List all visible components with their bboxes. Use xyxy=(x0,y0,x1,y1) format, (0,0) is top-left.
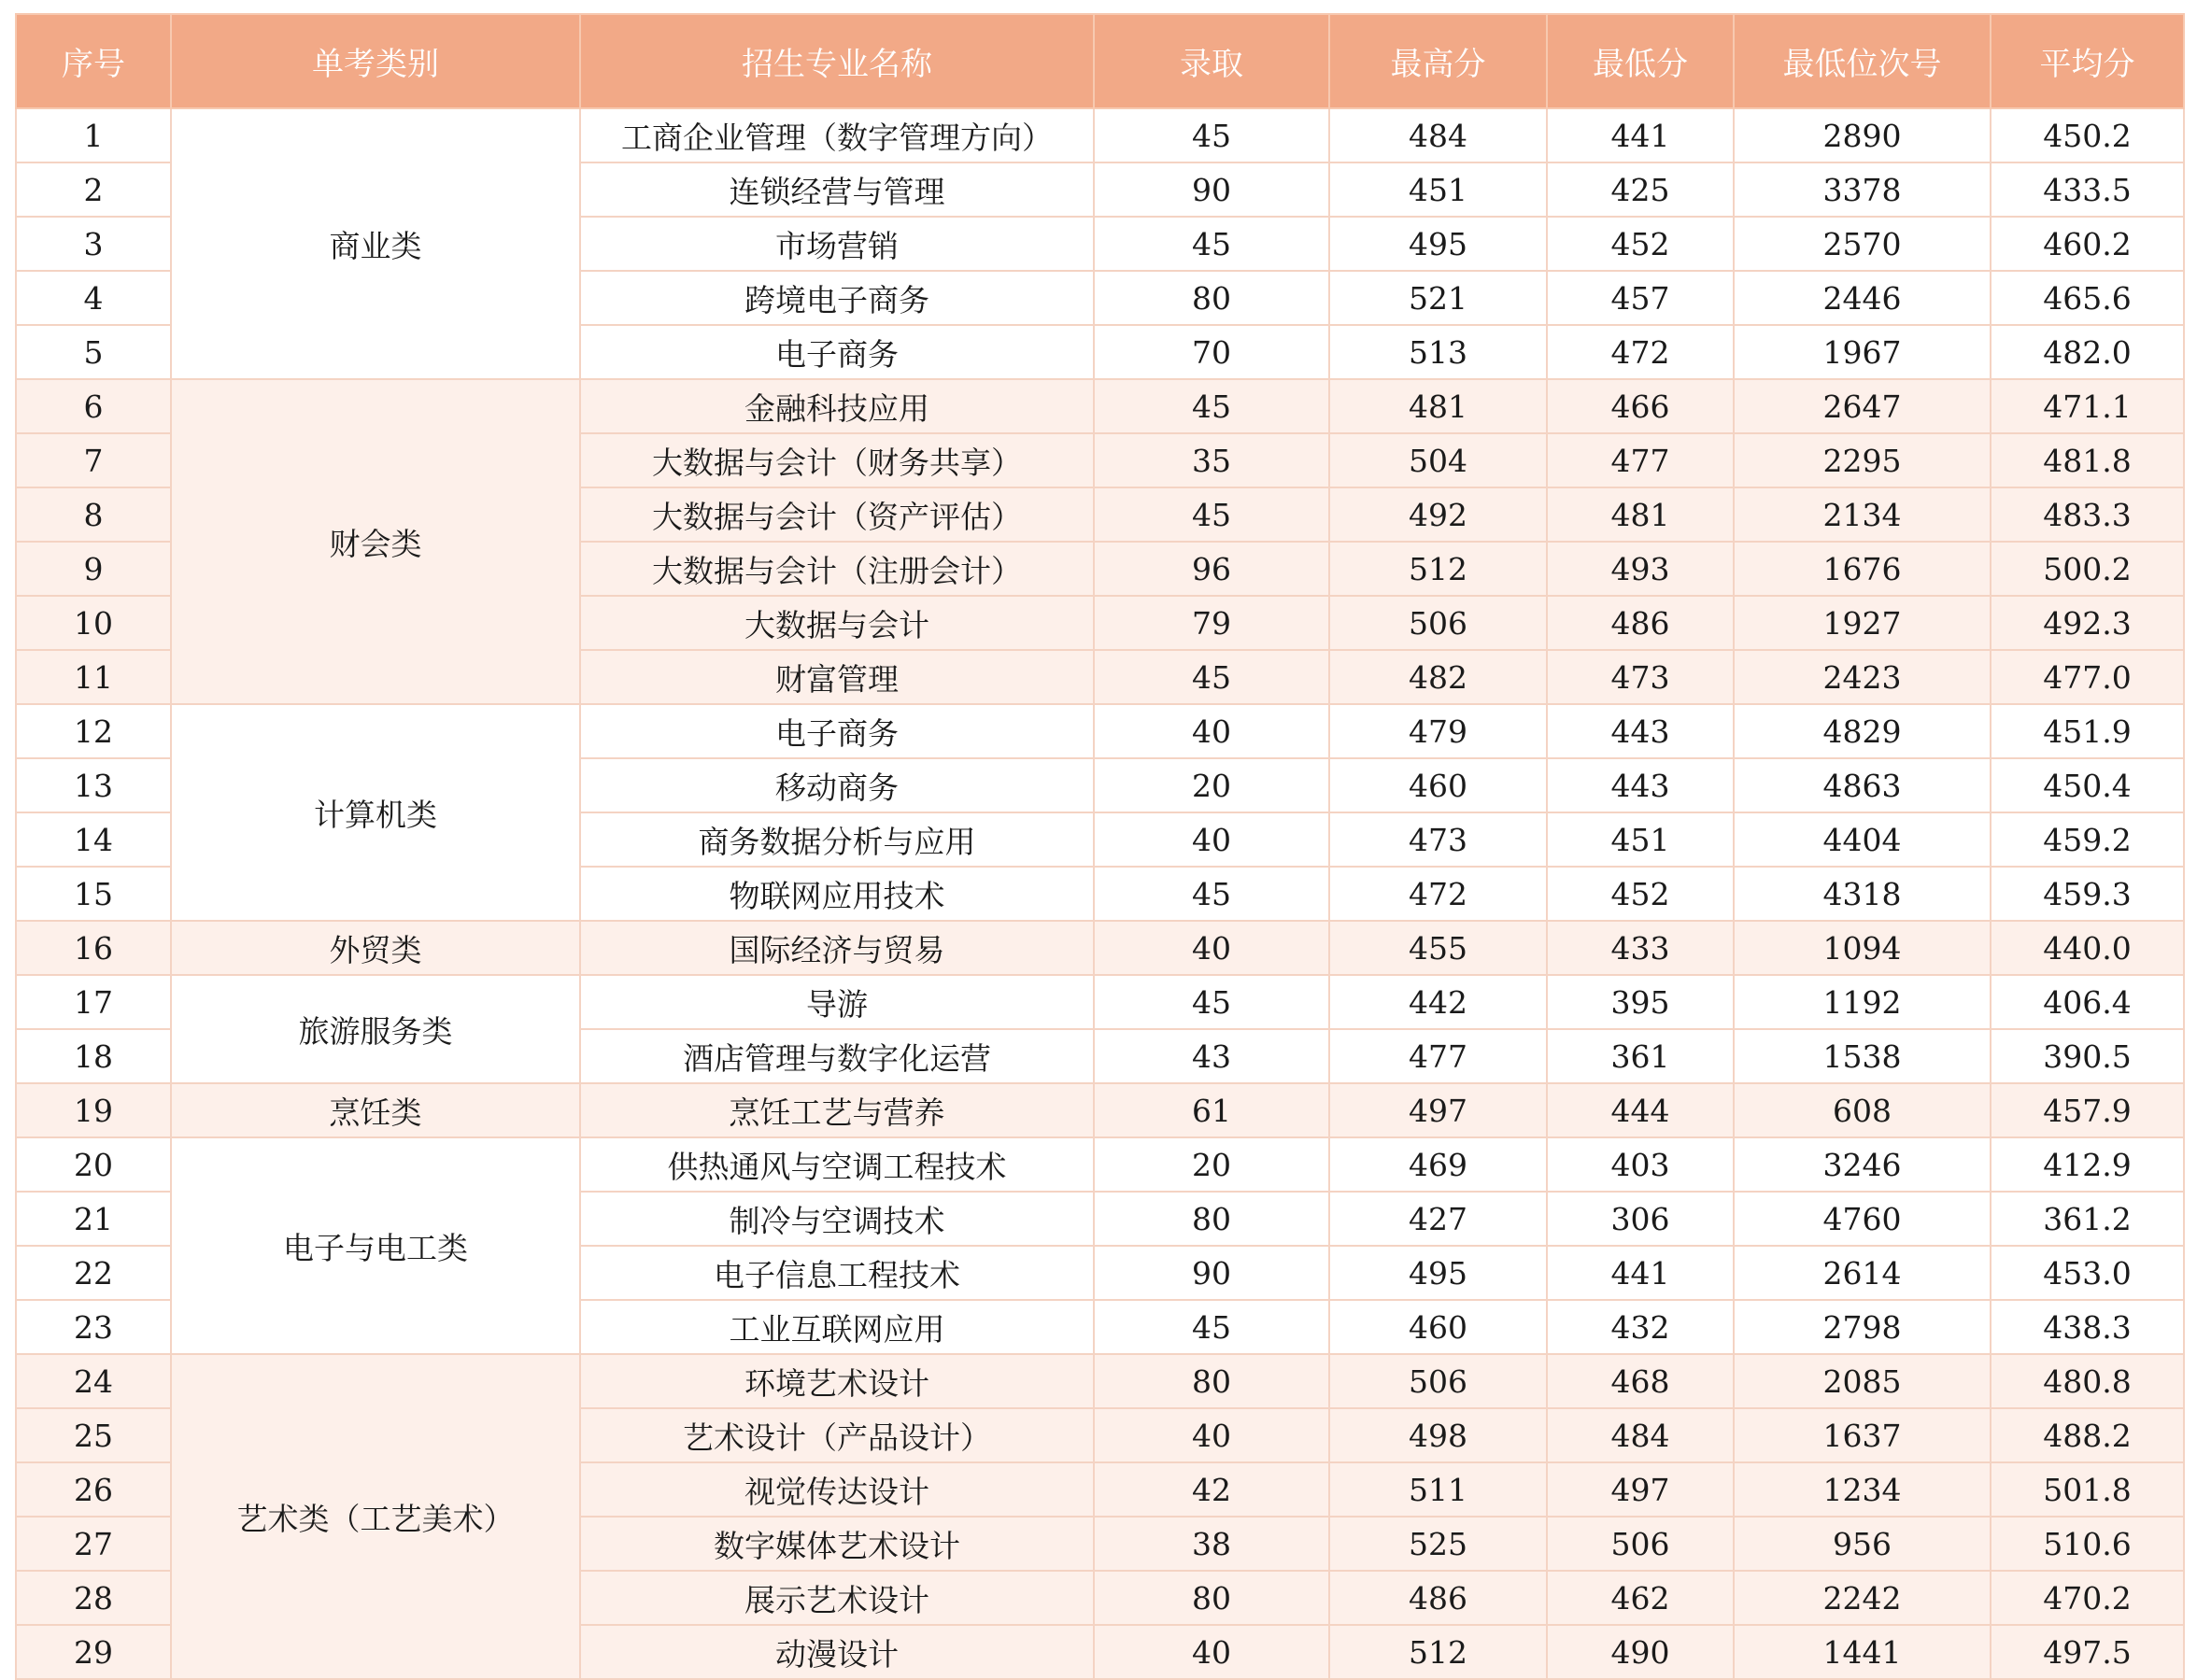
min-score: 506 xyxy=(1547,1517,1734,1571)
min-score: 468 xyxy=(1547,1354,1734,1408)
min-rank: 3246 xyxy=(1734,1137,1991,1192)
admission-score-table xyxy=(15,13,2185,1680)
max-score: 511 xyxy=(1329,1462,1547,1517)
avg-score: 451.9 xyxy=(1991,704,2184,758)
table-row xyxy=(16,1354,2184,1408)
row-number: 18 xyxy=(16,1029,171,1083)
min-score: 457 xyxy=(1547,271,1734,325)
category-cell: 旅游服务类 xyxy=(171,975,580,1083)
major-name: 物联网应用技术 xyxy=(580,867,1094,921)
admitted-count: 90 xyxy=(1094,1246,1329,1300)
major-name: 视觉传达设计 xyxy=(580,1462,1094,1517)
admitted-count: 80 xyxy=(1094,1192,1329,1246)
min-rank: 4760 xyxy=(1734,1192,1991,1246)
table-row xyxy=(16,1137,2184,1192)
admitted-count: 42 xyxy=(1094,1462,1329,1517)
avg-score: 450.4 xyxy=(1991,758,2184,812)
row-number: 14 xyxy=(16,812,171,867)
min-rank: 2890 xyxy=(1734,108,1991,162)
min-rank: 1637 xyxy=(1734,1408,1991,1462)
major-name: 金融科技应用 xyxy=(580,379,1094,433)
row-number: 19 xyxy=(16,1083,171,1137)
admitted-count: 96 xyxy=(1094,542,1329,596)
major-name: 电子商务 xyxy=(580,704,1094,758)
min-score: 432 xyxy=(1547,1300,1734,1354)
table-row xyxy=(16,921,2184,975)
row-number: 23 xyxy=(16,1300,171,1354)
max-score: 484 xyxy=(1329,108,1547,162)
category-cell: 电子与电工类 xyxy=(171,1137,580,1354)
admitted-count: 40 xyxy=(1094,812,1329,867)
header-cell: 单考类别 xyxy=(171,14,580,108)
min-score: 441 xyxy=(1547,1246,1734,1300)
header-cell: 录取 xyxy=(1094,14,1329,108)
min-rank: 1234 xyxy=(1734,1462,1991,1517)
header-row xyxy=(16,14,2184,108)
row-number: 16 xyxy=(16,921,171,975)
admitted-count: 90 xyxy=(1094,162,1329,217)
max-score: 473 xyxy=(1329,812,1547,867)
header-cell: 平均分 xyxy=(1991,14,2184,108)
min-rank: 1192 xyxy=(1734,975,1991,1029)
admitted-count: 40 xyxy=(1094,704,1329,758)
max-score: 460 xyxy=(1329,1300,1547,1354)
row-number: 4 xyxy=(16,271,171,325)
header-cell: 招生专业名称 xyxy=(580,14,1094,108)
admitted-count: 45 xyxy=(1094,108,1329,162)
admitted-count: 20 xyxy=(1094,758,1329,812)
major-name: 环境艺术设计 xyxy=(580,1354,1094,1408)
major-name: 财富管理 xyxy=(580,650,1094,704)
min-rank: 2570 xyxy=(1734,217,1991,271)
min-score: 441 xyxy=(1547,108,1734,162)
table-row xyxy=(16,1083,2184,1137)
table-body xyxy=(16,108,2184,1679)
min-score: 472 xyxy=(1547,325,1734,379)
avg-score: 470.2 xyxy=(1991,1571,2184,1625)
header-cell: 最低分 xyxy=(1547,14,1734,108)
major-name: 国际经济与贸易 xyxy=(580,921,1094,975)
major-name: 艺术设计（产品设计） xyxy=(580,1408,1094,1462)
major-name: 烹饪工艺与营养 xyxy=(580,1083,1094,1137)
max-score: 455 xyxy=(1329,921,1547,975)
major-name: 动漫设计 xyxy=(580,1625,1094,1679)
major-name: 大数据与会计（资产评估） xyxy=(580,487,1094,542)
min-rank: 2798 xyxy=(1734,1300,1991,1354)
table-row xyxy=(16,379,2184,433)
min-rank: 2295 xyxy=(1734,433,1991,487)
min-rank: 4318 xyxy=(1734,867,1991,921)
admitted-count: 20 xyxy=(1094,1137,1329,1192)
header-cell: 序号 xyxy=(16,14,171,108)
min-rank: 3378 xyxy=(1734,162,1991,217)
major-name: 展示艺术设计 xyxy=(580,1571,1094,1625)
category-cell: 计算机类 xyxy=(171,704,580,921)
avg-score: 412.9 xyxy=(1991,1137,2184,1192)
admitted-count: 40 xyxy=(1094,1625,1329,1679)
min-rank: 2423 xyxy=(1734,650,1991,704)
major-name: 大数据与会计（财务共享） xyxy=(580,433,1094,487)
avg-score: 438.3 xyxy=(1991,1300,2184,1354)
min-rank: 1676 xyxy=(1734,542,1991,596)
avg-score: 440.0 xyxy=(1991,921,2184,975)
row-number: 8 xyxy=(16,487,171,542)
min-rank: 4404 xyxy=(1734,812,1991,867)
major-name: 移动商务 xyxy=(580,758,1094,812)
row-number: 3 xyxy=(16,217,171,271)
avg-score: 492.3 xyxy=(1991,596,2184,650)
avg-score: 501.8 xyxy=(1991,1462,2184,1517)
table-row xyxy=(16,704,2184,758)
avg-score: 480.8 xyxy=(1991,1354,2184,1408)
max-score: 504 xyxy=(1329,433,1547,487)
min-score: 443 xyxy=(1547,704,1734,758)
row-number: 25 xyxy=(16,1408,171,1462)
row-number: 28 xyxy=(16,1571,171,1625)
row-number: 9 xyxy=(16,542,171,596)
row-number: 24 xyxy=(16,1354,171,1408)
max-score: 513 xyxy=(1329,325,1547,379)
min-score: 466 xyxy=(1547,379,1734,433)
major-name: 大数据与会计 xyxy=(580,596,1094,650)
category-cell: 烹饪类 xyxy=(171,1083,580,1137)
avg-score: 459.3 xyxy=(1991,867,2184,921)
min-rank: 2446 xyxy=(1734,271,1991,325)
avg-score: 460.2 xyxy=(1991,217,2184,271)
max-score: 482 xyxy=(1329,650,1547,704)
admitted-count: 40 xyxy=(1094,1408,1329,1462)
min-score: 481 xyxy=(1547,487,1734,542)
avg-score: 500.2 xyxy=(1991,542,2184,596)
min-rank: 1094 xyxy=(1734,921,1991,975)
major-name: 工业互联网应用 xyxy=(580,1300,1094,1354)
admitted-count: 45 xyxy=(1094,975,1329,1029)
avg-score: 457.9 xyxy=(1991,1083,2184,1137)
row-number: 7 xyxy=(16,433,171,487)
max-score: 521 xyxy=(1329,271,1547,325)
avg-score: 483.3 xyxy=(1991,487,2184,542)
avg-score: 450.2 xyxy=(1991,108,2184,162)
major-name: 跨境电子商务 xyxy=(580,271,1094,325)
min-score: 433 xyxy=(1547,921,1734,975)
min-rank: 2614 xyxy=(1734,1246,1991,1300)
min-rank: 2134 xyxy=(1734,487,1991,542)
admitted-count: 80 xyxy=(1094,1571,1329,1625)
min-rank: 4863 xyxy=(1734,758,1991,812)
row-number: 6 xyxy=(16,379,171,433)
admitted-count: 45 xyxy=(1094,650,1329,704)
header-cell: 最低位次号 xyxy=(1734,14,1991,108)
avg-score: 433.5 xyxy=(1991,162,2184,217)
major-name: 工商企业管理（数字管理方向） xyxy=(580,108,1094,162)
row-number: 5 xyxy=(16,325,171,379)
major-name: 制冷与空调技术 xyxy=(580,1192,1094,1246)
max-score: 495 xyxy=(1329,1246,1547,1300)
max-score: 497 xyxy=(1329,1083,1547,1137)
major-name: 商务数据分析与应用 xyxy=(580,812,1094,867)
table-row xyxy=(16,108,2184,162)
min-score: 451 xyxy=(1547,812,1734,867)
category-cell: 艺术类（工艺美术） xyxy=(171,1354,580,1679)
admitted-count: 45 xyxy=(1094,1300,1329,1354)
avg-score: 488.2 xyxy=(1991,1408,2184,1462)
header-cell: 最高分 xyxy=(1329,14,1547,108)
min-score: 443 xyxy=(1547,758,1734,812)
avg-score: 477.0 xyxy=(1991,650,2184,704)
max-score: 506 xyxy=(1329,596,1547,650)
min-score: 462 xyxy=(1547,1571,1734,1625)
min-score: 403 xyxy=(1547,1137,1734,1192)
admitted-count: 79 xyxy=(1094,596,1329,650)
major-name: 数字媒体艺术设计 xyxy=(580,1517,1094,1571)
admitted-count: 80 xyxy=(1094,1354,1329,1408)
min-rank: 4829 xyxy=(1734,704,1991,758)
row-number: 20 xyxy=(16,1137,171,1192)
avg-score: 481.8 xyxy=(1991,433,2184,487)
major-name: 导游 xyxy=(580,975,1094,1029)
row-number: 22 xyxy=(16,1246,171,1300)
max-score: 427 xyxy=(1329,1192,1547,1246)
admitted-count: 80 xyxy=(1094,271,1329,325)
avg-score: 482.0 xyxy=(1991,325,2184,379)
max-score: 472 xyxy=(1329,867,1547,921)
max-score: 495 xyxy=(1329,217,1547,271)
min-rank: 2085 xyxy=(1734,1354,1991,1408)
avg-score: 465.6 xyxy=(1991,271,2184,325)
major-name: 酒店管理与数字化运营 xyxy=(580,1029,1094,1083)
row-number: 27 xyxy=(16,1517,171,1571)
min-rank: 1538 xyxy=(1734,1029,1991,1083)
min-score: 484 xyxy=(1547,1408,1734,1462)
row-number: 15 xyxy=(16,867,171,921)
avg-score: 361.2 xyxy=(1991,1192,2184,1246)
avg-score: 471.1 xyxy=(1991,379,2184,433)
max-score: 512 xyxy=(1329,542,1547,596)
row-number: 1 xyxy=(16,108,171,162)
avg-score: 406.4 xyxy=(1991,975,2184,1029)
min-rank: 956 xyxy=(1734,1517,1991,1571)
min-score: 497 xyxy=(1547,1462,1734,1517)
category-cell: 商业类 xyxy=(171,108,580,379)
row-number: 12 xyxy=(16,704,171,758)
admitted-count: 45 xyxy=(1094,487,1329,542)
min-score: 493 xyxy=(1547,542,1734,596)
row-number: 2 xyxy=(16,162,171,217)
row-number: 11 xyxy=(16,650,171,704)
admitted-count: 45 xyxy=(1094,867,1329,921)
min-rank: 2647 xyxy=(1734,379,1991,433)
min-score: 444 xyxy=(1547,1083,1734,1137)
major-name: 电子信息工程技术 xyxy=(580,1246,1094,1300)
admitted-count: 40 xyxy=(1094,921,1329,975)
min-score: 452 xyxy=(1547,867,1734,921)
max-score: 498 xyxy=(1329,1408,1547,1462)
min-rank: 608 xyxy=(1734,1083,1991,1137)
row-number: 17 xyxy=(16,975,171,1029)
max-score: 451 xyxy=(1329,162,1547,217)
min-rank: 1967 xyxy=(1734,325,1991,379)
admitted-count: 43 xyxy=(1094,1029,1329,1083)
avg-score: 390.5 xyxy=(1991,1029,2184,1083)
admitted-count: 45 xyxy=(1094,379,1329,433)
admitted-count: 45 xyxy=(1094,217,1329,271)
min-score: 452 xyxy=(1547,217,1734,271)
avg-score: 510.6 xyxy=(1991,1517,2184,1571)
row-number: 10 xyxy=(16,596,171,650)
max-score: 481 xyxy=(1329,379,1547,433)
admitted-count: 70 xyxy=(1094,325,1329,379)
max-score: 492 xyxy=(1329,487,1547,542)
min-score: 477 xyxy=(1547,433,1734,487)
min-rank: 1441 xyxy=(1734,1625,1991,1679)
row-number: 21 xyxy=(16,1192,171,1246)
max-score: 512 xyxy=(1329,1625,1547,1679)
max-score: 469 xyxy=(1329,1137,1547,1192)
avg-score: 497.5 xyxy=(1991,1625,2184,1679)
max-score: 486 xyxy=(1329,1571,1547,1625)
min-score: 395 xyxy=(1547,975,1734,1029)
avg-score: 459.2 xyxy=(1991,812,2184,867)
min-rank: 1927 xyxy=(1734,596,1991,650)
major-name: 供热通风与空调工程技术 xyxy=(580,1137,1094,1192)
category-cell: 外贸类 xyxy=(171,921,580,975)
min-score: 486 xyxy=(1547,596,1734,650)
admitted-count: 35 xyxy=(1094,433,1329,487)
max-score: 506 xyxy=(1329,1354,1547,1408)
min-score: 473 xyxy=(1547,650,1734,704)
max-score: 477 xyxy=(1329,1029,1547,1083)
max-score: 479 xyxy=(1329,704,1547,758)
major-name: 连锁经营与管理 xyxy=(580,162,1094,217)
min-score: 361 xyxy=(1547,1029,1734,1083)
min-score: 306 xyxy=(1547,1192,1734,1246)
major-name: 大数据与会计（注册会计） xyxy=(580,542,1094,596)
max-score: 442 xyxy=(1329,975,1547,1029)
min-score: 425 xyxy=(1547,162,1734,217)
table-row xyxy=(16,975,2184,1029)
row-number: 26 xyxy=(16,1462,171,1517)
major-name: 电子商务 xyxy=(580,325,1094,379)
avg-score: 453.0 xyxy=(1991,1246,2184,1300)
admitted-count: 38 xyxy=(1094,1517,1329,1571)
major-name: 市场营销 xyxy=(580,217,1094,271)
admitted-count: 61 xyxy=(1094,1083,1329,1137)
row-number: 29 xyxy=(16,1625,171,1679)
max-score: 525 xyxy=(1329,1517,1547,1571)
min-score: 490 xyxy=(1547,1625,1734,1679)
max-score: 460 xyxy=(1329,758,1547,812)
row-number: 13 xyxy=(16,758,171,812)
min-rank: 2242 xyxy=(1734,1571,1991,1625)
category-cell: 财会类 xyxy=(171,379,580,704)
